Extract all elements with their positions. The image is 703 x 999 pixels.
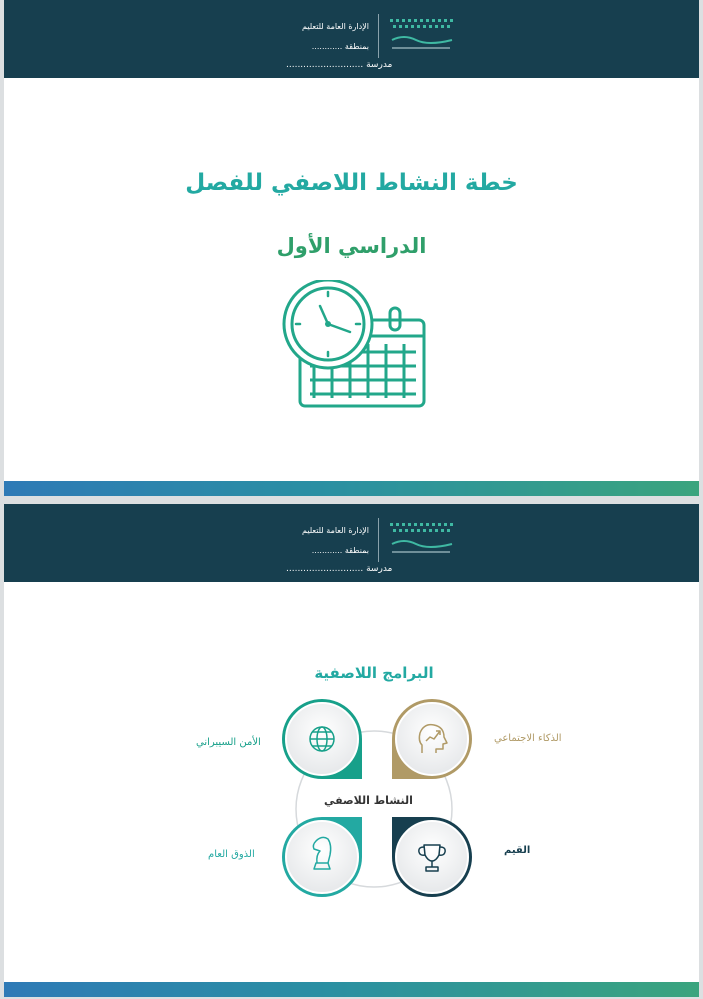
center-label: النشاط اللاصفي xyxy=(324,794,413,807)
slide-footer-bar xyxy=(4,982,699,997)
slide-header xyxy=(4,0,699,78)
header-school: مدرسة ........................... xyxy=(286,564,393,574)
plan-title-line2: الدراسي الأول xyxy=(276,234,427,258)
label-values: القيم xyxy=(504,845,531,856)
activities-diagram xyxy=(264,699,484,919)
header-school: مدرسة ........................... xyxy=(286,60,393,70)
slide-footer-bar xyxy=(4,481,699,496)
slide-1 xyxy=(4,0,699,496)
slide-header xyxy=(4,504,699,582)
header-divider xyxy=(378,14,379,58)
header-region: بمنطقة ............ xyxy=(311,42,369,51)
node-public-taste xyxy=(282,817,362,897)
slide-2 xyxy=(4,504,699,997)
node-values xyxy=(392,817,472,897)
calendar-clock-icon xyxy=(280,280,430,412)
header-divider xyxy=(378,518,379,562)
header-region: بمنطقة ............ xyxy=(311,546,369,555)
header-directorate: الإدارة العامة للتعليم xyxy=(302,526,369,535)
ministry-logo-icon xyxy=(386,16,456,56)
node-social-intelligence xyxy=(392,699,472,779)
label-public-taste: الذوق العام xyxy=(208,849,255,860)
node-cyber-security xyxy=(282,699,362,779)
programs-title: البرامج اللاصفية xyxy=(314,664,434,682)
label-cyber-security: الأمن السيبراني xyxy=(196,737,261,748)
ministry-logo-icon xyxy=(386,520,456,560)
label-social-intelligence: الذكاء الاجتماعي xyxy=(494,733,562,744)
plan-title-line1: خطة النشاط اللاصفي للفصل xyxy=(185,170,518,196)
header-directorate: الإدارة العامة للتعليم xyxy=(302,22,369,31)
